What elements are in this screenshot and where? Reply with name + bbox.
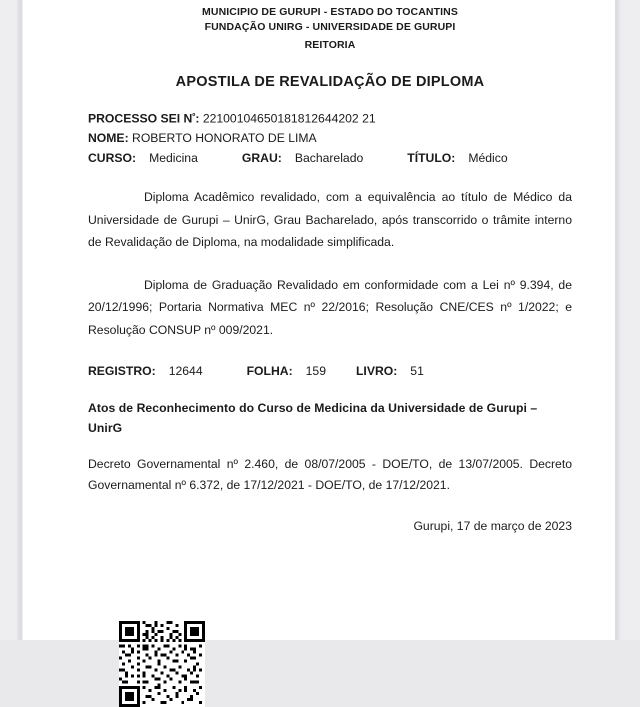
registro-value: 12644 bbox=[168, 364, 203, 379]
field-grau-label: GRAU: bbox=[241, 151, 282, 166]
field-nome-value: ROBERTO HONORATO DE LIMA bbox=[132, 131, 317, 146]
field-processo-value: 22100104650181812644202 21 bbox=[202, 111, 376, 126]
field-titulo-value: Médico bbox=[468, 151, 508, 166]
date-location-line: Gurupi, 17 de março de 2023 bbox=[413, 519, 572, 534]
field-nome bbox=[88, 128, 572, 148]
header-line-foundation: FUNDAÇÃO UNIRG - UNIVERSIDADE DE GURUPI bbox=[204, 20, 456, 33]
folha-value: 159 bbox=[305, 364, 326, 379]
field-curso-grau-titulo bbox=[88, 148, 572, 168]
folha-label: FOLHA: bbox=[246, 364, 293, 379]
header-line-municipality: MUNICIPIO DE GURUPI - ESTADO DO TOCANTINS bbox=[202, 6, 458, 18]
header-line-rectory: REITORIA bbox=[304, 39, 356, 51]
registry-row bbox=[88, 361, 572, 381]
field-titulo-label: TÍTULO: bbox=[407, 151, 456, 166]
field-curso-label: CURSO: bbox=[88, 151, 137, 166]
document-page bbox=[23, 0, 615, 640]
institution-header bbox=[88, 0, 572, 53]
qr-code-icon bbox=[119, 621, 205, 707]
page-title: APOSTILA DE REVALIDAÇÃO DE DIPLOMA bbox=[175, 73, 485, 90]
field-processo-colon: : bbox=[195, 111, 200, 126]
registro-label: REGISTRO: bbox=[88, 364, 156, 379]
paragraph-legal-basis: Diploma de Graduação Revalidado em conformidade com a Lei nº 9.394, de 20/12/1996; Portaria Normativa MEC nº 22/2016; Resolução CNE/CES nº 1/2022; e Resolução CONSUP nº 009/2021. bbox=[88, 277, 572, 337]
field-processo bbox=[88, 106, 572, 129]
field-grau-value: Bacharelado bbox=[294, 151, 364, 166]
section-heading-recognition: Atos de Reconhecimento do Curso de Medicina da Universidade de Gurupi – UnirG bbox=[88, 401, 538, 436]
livro-label: LIVRO: bbox=[355, 364, 398, 379]
document-content bbox=[88, 0, 572, 533]
paragraph-decrees: Decreto Governamental nº 2.460, de 08/07/2005 - DOE/TO, de 13/07/2005. Decreto Governamental nº 6.372, de 17/12/2021 - DOE/TO, de 17/12/2021. bbox=[88, 457, 572, 492]
field-processo-ordinal: º bbox=[192, 110, 196, 121]
field-nome-label: NOME: bbox=[88, 131, 129, 146]
field-processo-label: PROCESSO SEI N bbox=[88, 111, 193, 126]
paragraph-revalidation: Diploma Acadêmico revalidado, com a equivalência ao título de Médico da Universidade de Gurupi – UnirG, Grau Bacharelado, após transcorrido o trâmite interno de Revalidação de Diploma, na modalidade simplificada. bbox=[88, 190, 572, 250]
field-curso-value: Medicina bbox=[149, 151, 198, 166]
livro-value: 51 bbox=[410, 364, 424, 379]
